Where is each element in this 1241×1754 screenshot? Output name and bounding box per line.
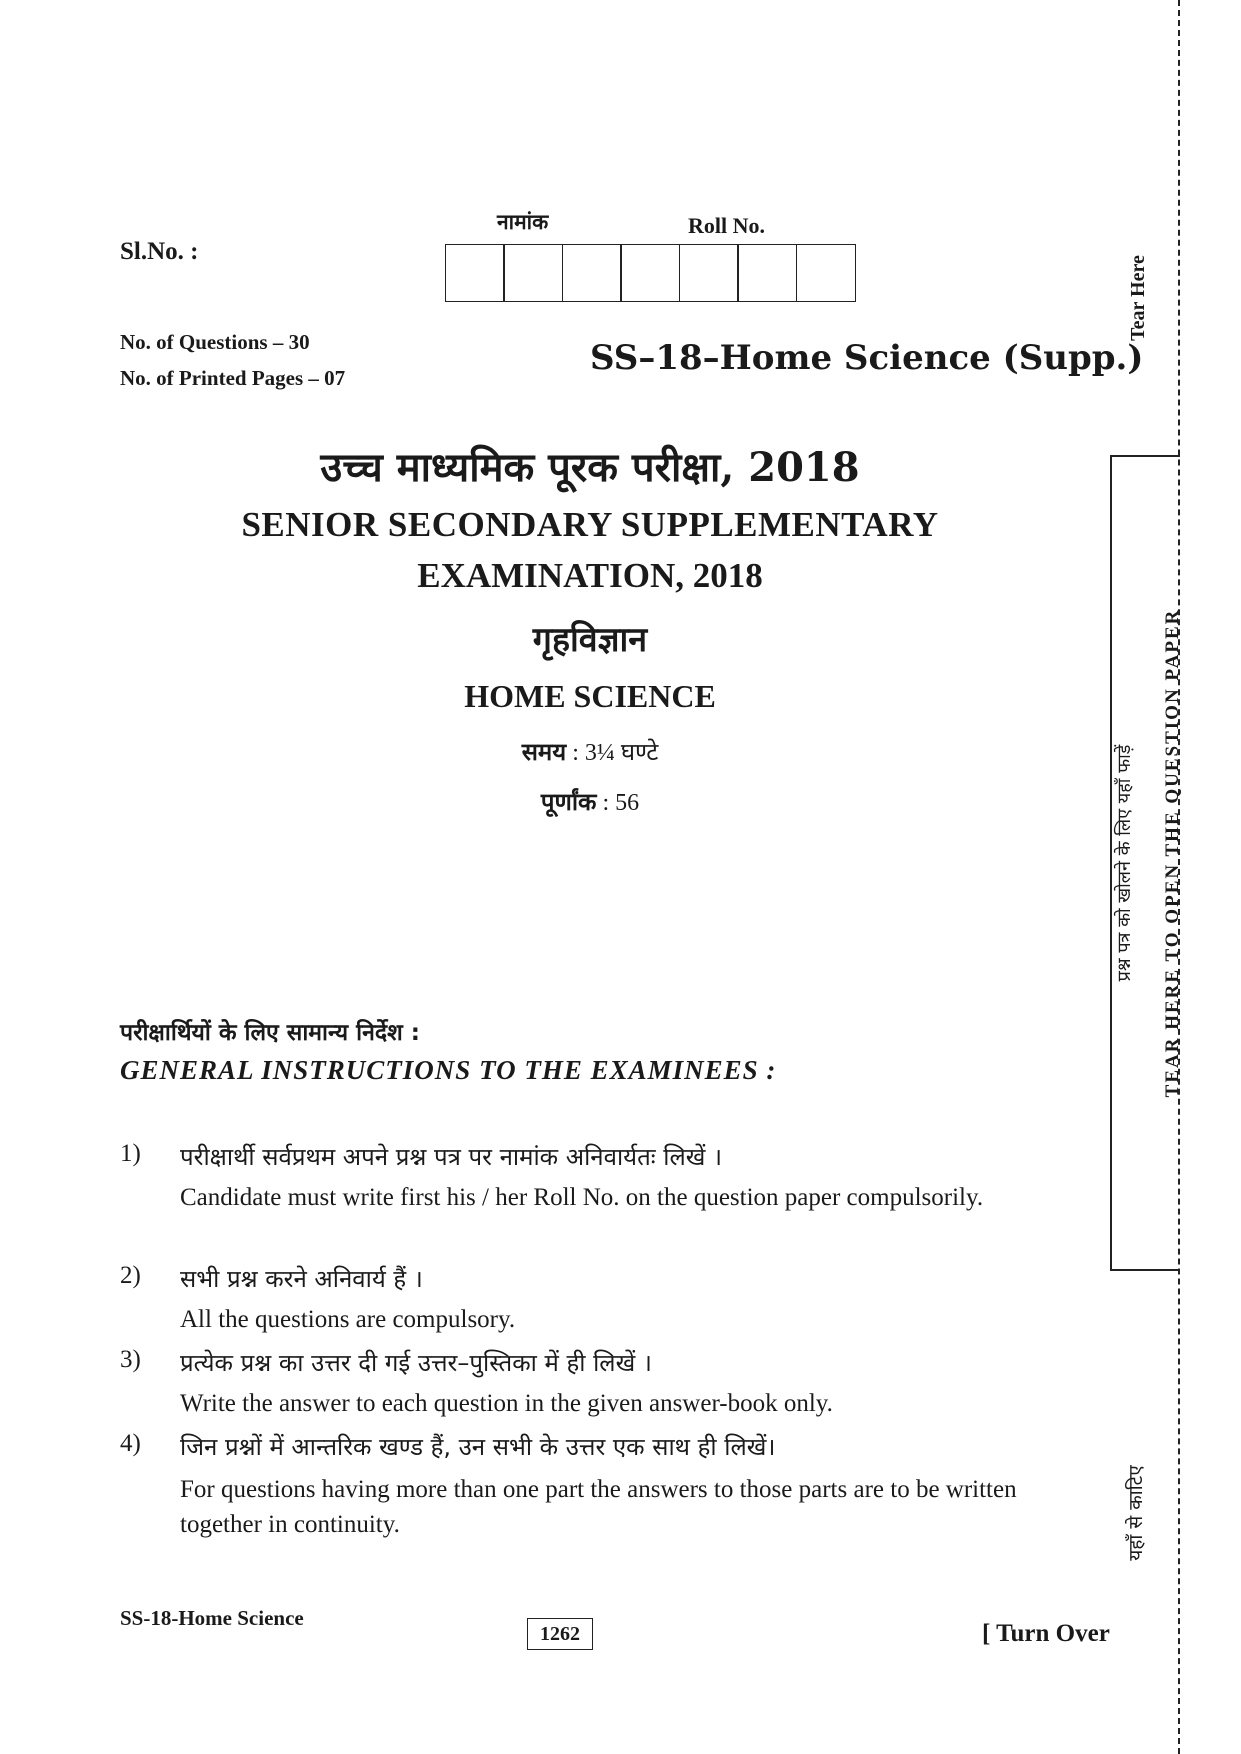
- instruction-hindi: प्रत्येक प्रश्न का उत्तर दी गई उत्तर–पुस्तिका में ही लिखें ।: [180, 1349, 652, 1377]
- time-value: : 3¼ घण्टे: [572, 740, 659, 766]
- paper-code: SS–18–Home Science (Supp.): [590, 338, 1144, 378]
- instruction-number: 4): [120, 1430, 141, 1457]
- footer-paper-name: SS-18-Home Science: [120, 1606, 304, 1630]
- roll-number-boxes: [446, 244, 856, 302]
- tear-box-english: TEAR HERE TO OPEN THE QUESTION PAPER: [1162, 608, 1183, 1098]
- instructions-heading-english: GENERAL INSTRUCTIONS TO THE EXAMINEES :: [120, 1055, 777, 1085]
- instructions-heading-hindi: परीक्षार्थियों के लिए सामान्य निर्देश :: [120, 1020, 420, 1046]
- instruction-hindi: जिन प्रश्नों में आन्तरिक खण्ड हैं, उन सभी के उत्तर एक साथ ही लिखें।: [180, 1433, 776, 1461]
- footer-code-box: 1262: [527, 1618, 593, 1650]
- roll-box: [562, 244, 622, 302]
- instruction-english: Candidate must write first his / her Roll No. on the question paper compulsorily.: [180, 1184, 984, 1211]
- instruction-english: For questions having more than one part the answers to those parts are to be written together in continuity.: [180, 1476, 1017, 1538]
- roll-box: [620, 244, 680, 302]
- roll-no-label: Roll No.: [688, 213, 765, 238]
- roll-box: [737, 244, 797, 302]
- no-of-pages: No. of Printed Pages – 07: [120, 366, 346, 390]
- time-line: [100, 735, 1080, 768]
- namank-label: नामांक: [497, 210, 549, 234]
- instruction-english: All the questions are compulsory.: [180, 1306, 516, 1333]
- roll-box: [679, 244, 739, 302]
- cut-here-label: यहाँ से काटिए: [1125, 1465, 1147, 1561]
- hindi-exam-title: उच्च माध्यमिक पूरक परीक्षा, 2018: [320, 444, 860, 491]
- instruction-number: 3): [120, 1346, 141, 1373]
- roll-box: [796, 244, 856, 302]
- instruction-number: 1): [120, 1140, 141, 1167]
- instruction-english: Write the answer to each question in the given answer-book only.: [180, 1390, 833, 1417]
- marks-value: : 56: [602, 790, 640, 816]
- sl-no-label: Sl.No. :: [120, 238, 199, 265]
- roll-box: [503, 244, 563, 302]
- tear-box-hindi: प्रश्न पत्र को खोलने के लिए यहाँ फाड़ें: [1114, 744, 1135, 982]
- tear-here-label: Tear Here: [1127, 255, 1149, 341]
- instruction-hindi: सभी प्रश्न करने अनिवार्य हैं ।: [180, 1265, 423, 1293]
- english-exam-title-2: EXAMINATION, 2018: [417, 556, 763, 595]
- marks-line: [100, 785, 1080, 818]
- english-subject: HOME SCIENCE: [464, 678, 716, 714]
- marks-label: पूर्णांक: [540, 788, 597, 816]
- roll-box: [445, 244, 505, 302]
- instruction-number: 2): [120, 1262, 141, 1289]
- no-of-questions: No. of Questions – 30: [120, 330, 310, 354]
- turn-over-label: [ Turn Over: [982, 1620, 1110, 1647]
- time-label: समय: [521, 738, 567, 766]
- english-exam-title-1: SENIOR SECONDARY SUPPLEMENTARY: [241, 505, 939, 544]
- instruction-hindi: परीक्षार्थी सर्वप्रथम अपने प्रश्न पत्र पर नामांक अनिवार्यतः लिखें ।: [180, 1143, 723, 1171]
- hindi-subject: गृहविज्ञान: [532, 620, 648, 660]
